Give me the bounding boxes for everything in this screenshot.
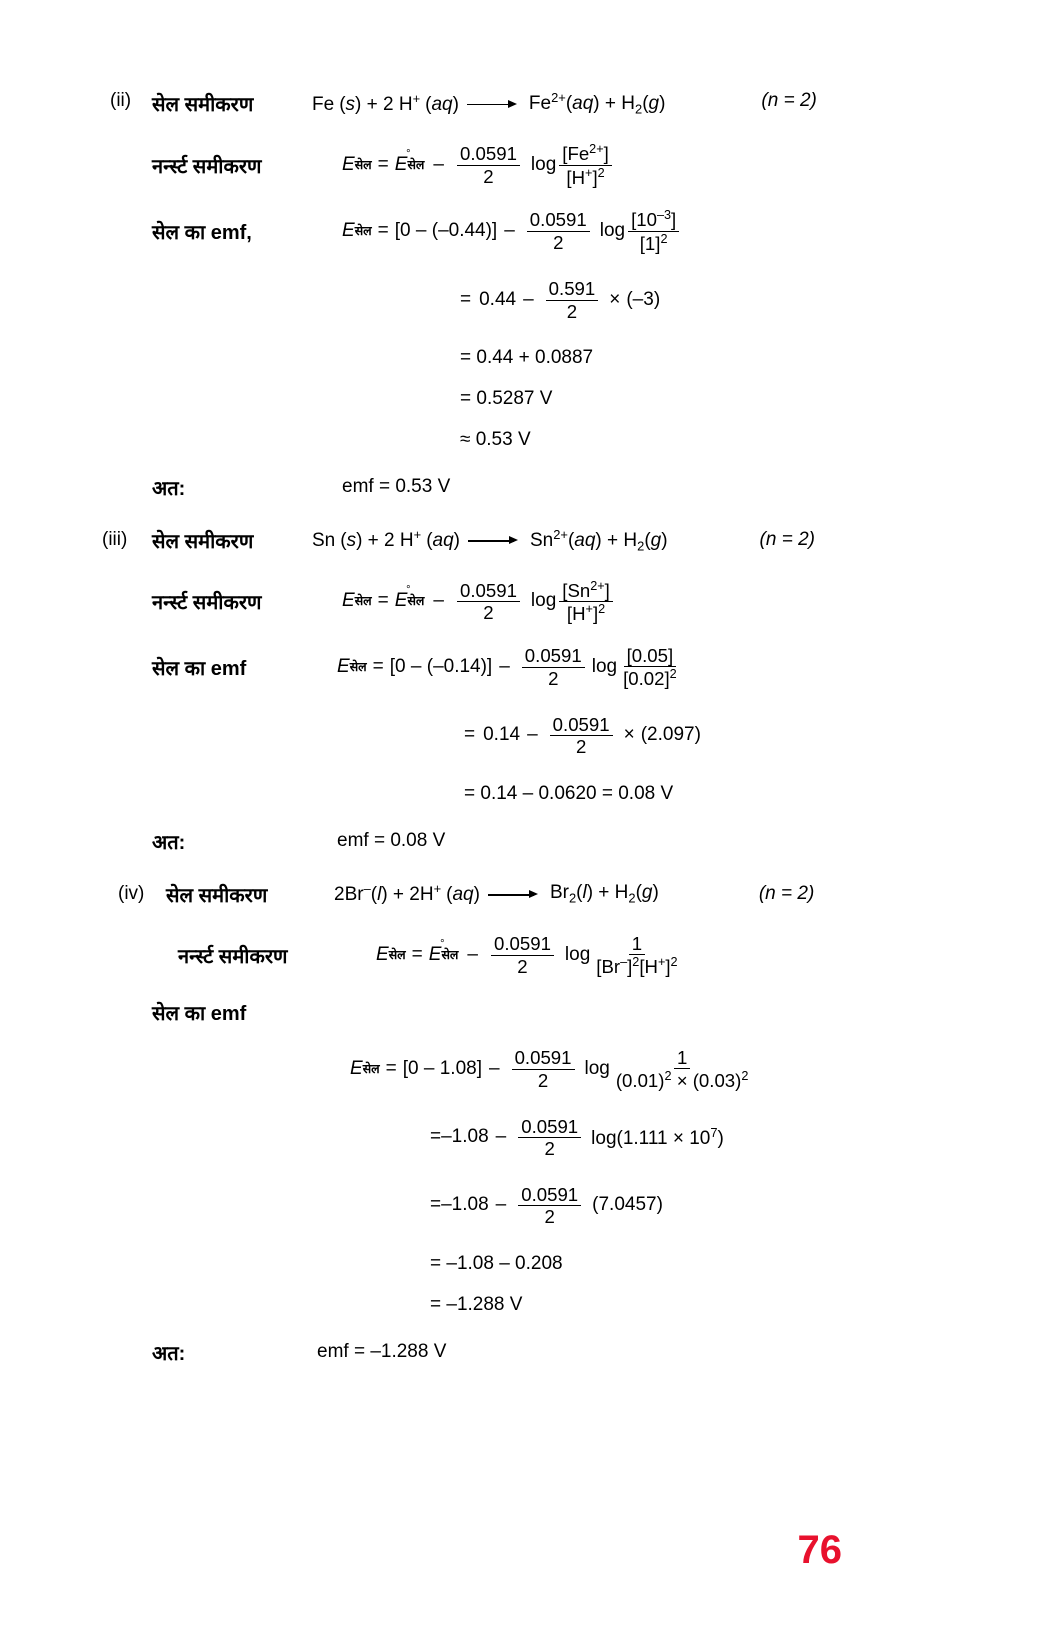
final-emf-iii: emf = 0.08 V	[337, 829, 446, 851]
emf-expression-iv: E सेल = [0 – 1.08] – $\frac{0.0591}{2}$ log $\frac{1}{(0.01)^2 \times (0.03)^2}$	[350, 1046, 749, 1092]
label-therefore-iv: अत:	[152, 1342, 186, 1365]
n-value-iv: (n = 2)	[758, 883, 815, 905]
reaction-arrow-icon	[468, 534, 522, 546]
emf-step5-ii: ≈ 0.53 V	[460, 428, 531, 450]
e-standard-iii: [0 – (–0.14)]	[389, 655, 493, 677]
label-therefore-iii: अत:	[152, 831, 186, 854]
part-iv-marker: (iv)	[118, 883, 145, 905]
label-therefore-ii: अत:	[152, 477, 186, 500]
part-iv-heading-row	[110, 881, 942, 908]
conclusion-iv	[110, 1339, 942, 1366]
nernst-row-iii	[110, 580, 942, 624]
label-cell-equation-ii: सेल समीकरण	[152, 94, 254, 116]
part-iii-marker: (iii)	[102, 529, 128, 551]
page-number: 76	[797, 1528, 842, 1572]
nernst-expression-iv: E सेल = E ° सेल – $\frac{0.0591}{2}$ log $\frac{1}{[Br^-]^2[H^+]^2}$	[376, 932, 678, 978]
emf-row-ii	[110, 209, 942, 253]
nernst-expression-ii: E सेल = E ° सेल – $\frac{0.0591}{2}$ log $\frac{[Fe^{2+}]}{[H^+]^2}$	[342, 143, 617, 187]
emf-step2-ii: = 0.44 – $\frac{0.591}{2}$ × (–3)	[460, 278, 661, 322]
emf-step3-iv: = –1.08 – $\frac{0.0591}{2}$ (7.0457)	[430, 1183, 663, 1228]
emf-expression-ii: E सेल = [0 – (–0.44)] – $\frac{0.0591}{2}$ log $\frac{[10^{-3}]}{[1]^2}$	[342, 209, 684, 253]
label-nernst-iv: नर्न्स्ट समीकरण	[178, 945, 288, 968]
emf-step3-ii: = 0.44 + 0.0887	[460, 347, 594, 369]
emf-step3-iii: = 0.14 – 0.0620 = 0.08 V	[464, 782, 674, 804]
emf-step2-iv: = –1.08 – $\frac{0.0591}{2}$ $\log(1.111 \times 10^7)$	[430, 1115, 724, 1160]
reaction-arrow-icon	[467, 98, 521, 110]
nernst-row-iv	[110, 934, 942, 977]
reaction-equation-iii: Sn (s) + 2 H+ (aq) $Sn^{2+}(aq) + H_2(g)$	[312, 526, 668, 554]
label-nernst-iii: नर्न्स्ट समीकरण	[152, 592, 262, 615]
e-standard-iv: [0 – 1.08]	[402, 1057, 482, 1079]
conclusion-ii	[110, 474, 942, 501]
nernst-row-ii	[110, 143, 942, 187]
part-iii-heading-row	[102, 526, 942, 554]
emf-step2-iii: = 0.14 – $\frac{0.0591}{2}$ × (2.097)	[464, 713, 701, 758]
label-cell-emf-iv: सेल का emf	[152, 1002, 247, 1025]
n-value-ii: (n = 2)	[761, 90, 817, 111]
emf-label-row-iv	[110, 999, 942, 1026]
label-cell-emf-iii: सेल का emf	[152, 657, 247, 680]
solution-part-iii	[102, 526, 942, 855]
label-cell-equation-iii: सेल समीकरण	[152, 530, 254, 553]
reaction-equation-ii: Fe (s) + 2 H+ (aq) $Fe^{2+}(aq) + H_2(g)$	[312, 90, 666, 117]
conclusion-iii	[110, 828, 942, 855]
e-standard-ii: [0 – (–0.44)]	[394, 219, 498, 241]
part-ii-heading-row	[110, 90, 942, 117]
emf-step4-iv: = –1.08 – 0.208	[430, 1252, 563, 1274]
final-emf-ii: emf = 0.53 V	[342, 475, 451, 497]
part-ii-marker: (ii)	[110, 90, 132, 111]
n-value-iii: (n = 2)	[759, 529, 815, 551]
emf-step5-iv: = –1.288 V	[430, 1293, 523, 1315]
reaction-equation-iv: 2Br–(l) + 2H+ (aq) $Br_2(l) + H_2(g)$	[334, 881, 659, 906]
solution-part-ii	[110, 90, 942, 501]
emf-expression-iii: E सेल = [0 – (–0.14)] – $\frac{0.0591}{2}$ log $\frac{[0.05]}{[0.02]^2}$	[337, 644, 677, 690]
label-nernst-ii: नर्न्स्ट समीकरण	[152, 155, 262, 178]
emf-step4-ii: = 0.5287 V	[460, 388, 553, 409]
nernst-expression-iii: E सेल = E ° सेल – $\frac{0.0591}{2}$ log $\frac{[Sn^{2+}]}{[H^+]^2}$	[342, 580, 618, 624]
final-emf-iv: emf = –1.288 V	[317, 1340, 447, 1362]
emf-expression-row-iv	[110, 1048, 942, 1091]
label-cell-emf-ii: सेल का emf,	[152, 221, 252, 244]
solution-part-iv	[110, 881, 942, 1366]
reaction-arrow-icon	[488, 888, 542, 900]
emf-row-iii	[110, 646, 942, 689]
label-cell-equation-iv: सेल समीकरण	[166, 884, 268, 907]
